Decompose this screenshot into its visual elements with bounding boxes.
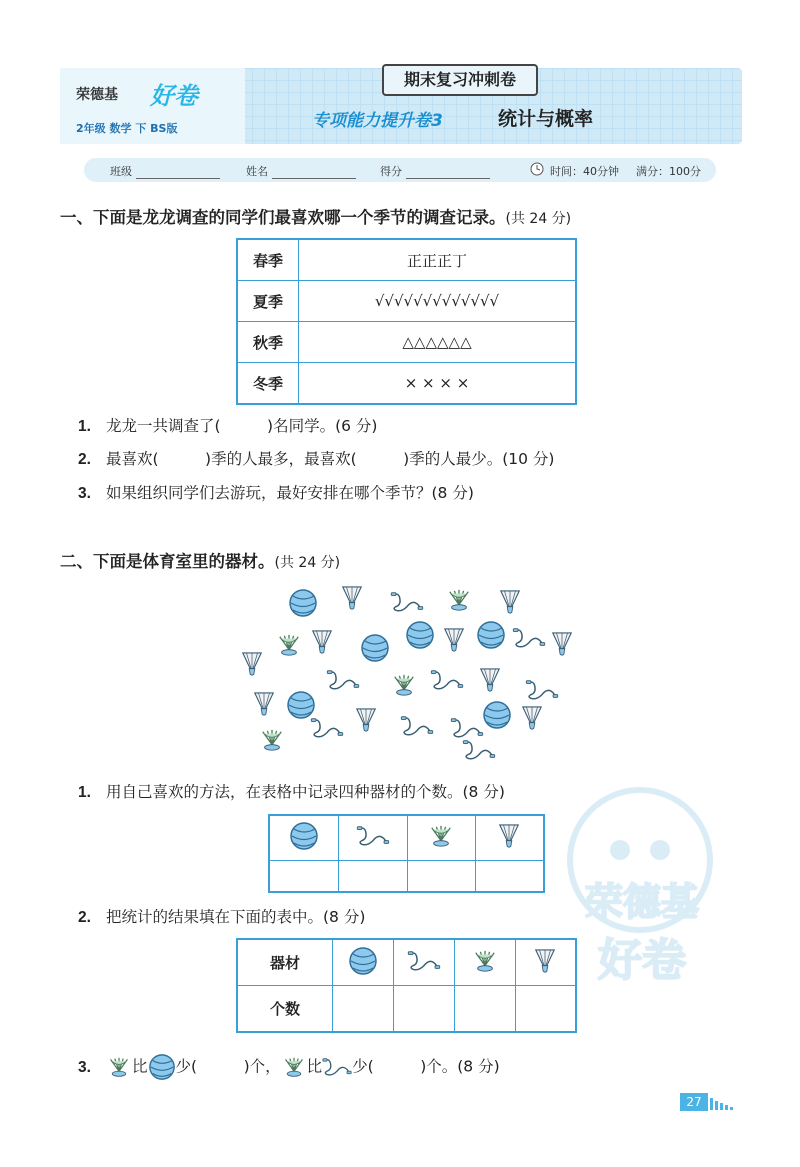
season-cell: 冬季 bbox=[237, 363, 299, 405]
question-1-2: 2. 最喜欢( )季的人最多，最喜欢( )季的人最少。(10 分) bbox=[78, 450, 555, 468]
badminton-shuttle-icon bbox=[343, 587, 361, 609]
shuttlecock-icon bbox=[106, 1056, 132, 1078]
jump-rope-icon bbox=[311, 719, 342, 737]
ball-icon bbox=[478, 622, 504, 648]
rope-icon-cell bbox=[338, 815, 407, 861]
shuttlecock-icon bbox=[263, 730, 281, 750]
paper-subtitle: 专项能力提升卷3 bbox=[312, 111, 443, 131]
shuttlecock-icon bbox=[471, 949, 499, 973]
jump-rope-icon bbox=[391, 593, 422, 611]
table-row bbox=[237, 239, 576, 281]
watermark-logo bbox=[540, 780, 745, 1000]
badminton-shuttle-icon bbox=[357, 709, 375, 731]
clock-icon bbox=[530, 162, 544, 176]
question-2-3: 3. 比 少( )个， 比 少( )个。(8 分) bbox=[78, 1053, 500, 1081]
table-row bbox=[237, 363, 576, 405]
full-score-label: 满分：100分 bbox=[636, 165, 701, 178]
ball-icon bbox=[289, 821, 319, 851]
score-field[interactable]: 得分 bbox=[380, 163, 490, 179]
shuttlecock-icon bbox=[427, 824, 455, 848]
season-cell: 夏季 bbox=[237, 281, 299, 322]
brand-name: 荣德基 bbox=[76, 87, 118, 103]
table-row bbox=[237, 281, 576, 322]
jump-rope-icon bbox=[463, 741, 494, 759]
class-field[interactable]: 班级 bbox=[110, 163, 220, 179]
count-input-cell[interactable] bbox=[393, 986, 454, 1033]
tally-input-cell[interactable] bbox=[407, 861, 475, 893]
paper-topic: 统计与概率 bbox=[498, 108, 594, 130]
tally-input-cell[interactable] bbox=[269, 861, 338, 893]
grade-line: 2年级 数学 下 BS版 bbox=[76, 122, 178, 135]
tally-input-cell[interactable] bbox=[338, 861, 407, 893]
question-1-3: 3. 如果组织同学们去游玩，最好安排在哪个季节？(8 分) bbox=[78, 484, 474, 502]
tally-record-table bbox=[268, 814, 545, 893]
shuttlecock-icon bbox=[280, 635, 298, 655]
jump-rope-icon bbox=[513, 629, 544, 647]
table-row bbox=[237, 322, 576, 363]
tally-cell: △△△△△△ bbox=[299, 322, 577, 363]
question-1-1: 1. 龙龙一共调查了( )名同学。(6 分) bbox=[78, 417, 378, 435]
jump-rope-icon bbox=[526, 681, 557, 699]
count-input-cell[interactable] bbox=[332, 986, 393, 1033]
count-label: 个数 bbox=[237, 986, 332, 1033]
jump-rope-icon bbox=[431, 671, 462, 689]
jump-rope-icon bbox=[451, 719, 482, 737]
tally-cell: × × × × bbox=[299, 363, 577, 405]
jump-rope-icon bbox=[407, 949, 441, 973]
shuttlecock-icon bbox=[281, 1056, 307, 1078]
badminton-shuttle-icon bbox=[255, 693, 273, 715]
jump-rope-icon bbox=[322, 1056, 352, 1078]
ball-icon bbox=[348, 946, 378, 976]
ball-icon bbox=[288, 692, 314, 718]
count-input-cell[interactable] bbox=[454, 986, 515, 1033]
jump-rope-icon bbox=[327, 671, 358, 689]
count-table bbox=[236, 938, 577, 1033]
name-field[interactable]: 姓名 bbox=[246, 163, 356, 179]
jump-rope-icon bbox=[356, 824, 390, 848]
ball-icon bbox=[148, 1053, 176, 1081]
tally-input-cell[interactable] bbox=[475, 861, 544, 893]
watermark-line2: 好卷 bbox=[598, 935, 686, 986]
season-cell: 秋季 bbox=[237, 322, 299, 363]
exam-tag: 期末复习冲刺卷 bbox=[382, 64, 538, 96]
ball-icon bbox=[362, 635, 388, 661]
badminton-shuttle-icon bbox=[523, 707, 541, 729]
badminton-shuttle-icon bbox=[445, 629, 463, 651]
brand-logo-text: 好卷 bbox=[150, 82, 198, 110]
tally-cell: √√√√√√√√√√√√√ bbox=[299, 281, 577, 322]
badminton-shuttle-icon bbox=[497, 822, 521, 850]
ball-icon bbox=[484, 702, 510, 728]
shuttlecock-icon-cell bbox=[407, 815, 475, 861]
badminton-shuttle-icon bbox=[313, 631, 331, 653]
watermark-line1: 荣德基 bbox=[584, 880, 700, 924]
shuttlecock-icon bbox=[395, 675, 413, 695]
section2-title: 二、下面是体育室里的器材。(共 24 分) bbox=[60, 552, 341, 571]
ball-icon bbox=[407, 622, 433, 648]
question-2-1: 1. 用自己喜欢的方法，在表格中记录四种器材的个数。(8 分) bbox=[78, 783, 505, 801]
season-tally-table bbox=[236, 238, 577, 405]
page-number: 27 bbox=[680, 1093, 708, 1111]
season-cell: 春季 bbox=[237, 239, 299, 281]
ball-icon bbox=[290, 590, 316, 616]
badminton-shuttle-icon bbox=[501, 591, 519, 613]
ball-icon-cell bbox=[269, 815, 338, 861]
jump-rope-icon bbox=[401, 717, 432, 735]
question-2-2: 2. 把统计的结果填在下面的表中。(8 分) bbox=[78, 908, 366, 926]
badminton-shuttle-icon bbox=[481, 669, 499, 691]
badminton-shuttle-icon bbox=[553, 633, 571, 655]
shuttlecock-icon bbox=[450, 590, 468, 610]
page-bars-icon bbox=[710, 1096, 738, 1110]
equipment-scatter bbox=[230, 578, 590, 768]
badminton-shuttle-icon bbox=[243, 653, 261, 675]
equipment-label: 器材 bbox=[237, 939, 332, 986]
time-label: 时间：40分钟 bbox=[550, 165, 619, 178]
section1-title: 一、下面是龙龙调查的同学们最喜欢哪一个季节的调查记录。(共 24 分) bbox=[60, 208, 572, 227]
tally-cell: 正正正丁 bbox=[299, 239, 577, 281]
badminton-icon-cell bbox=[475, 815, 544, 861]
